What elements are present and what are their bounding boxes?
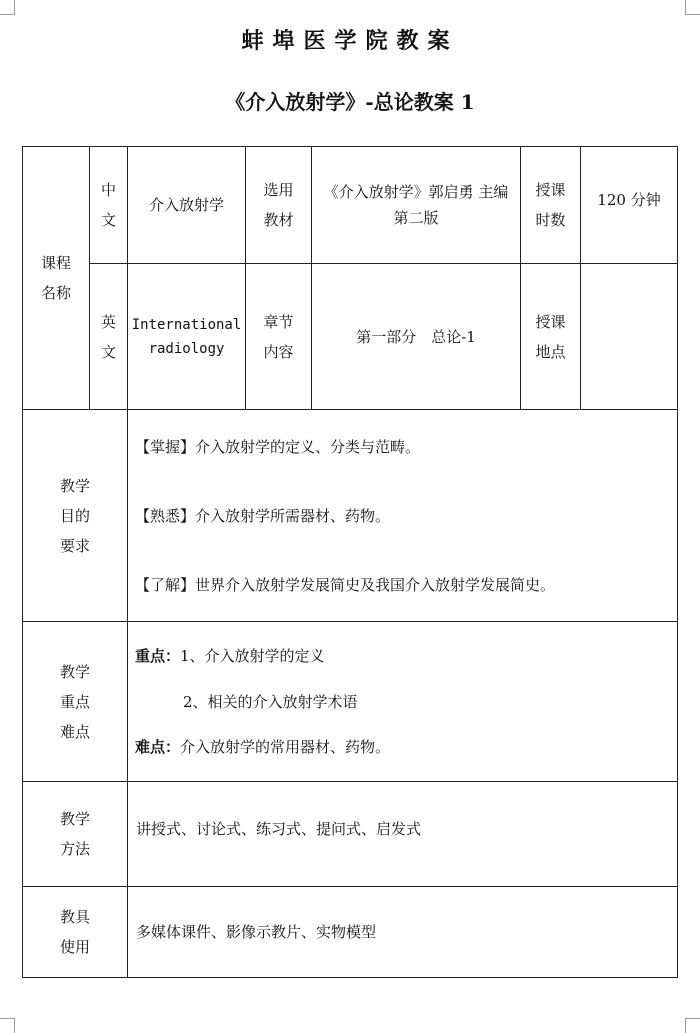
tools-label: 教具使用 <box>59 908 90 956</box>
objective-understand: 【了解】世界介入放射学发展简史及我国介入放射学发展简史。 <box>135 576 556 594</box>
textbook-label: 选用教材 <box>263 181 294 229</box>
objectives-label: 教学目的要求 <box>59 476 90 555</box>
textbook-label-cell <box>245 147 311 263</box>
english-label: 英文 <box>100 312 116 361</box>
hours-value-cell <box>580 147 677 263</box>
difficulty-tag: 难点： <box>135 738 181 756</box>
teaching-hours-value: 120 分钟 <box>597 191 661 209</box>
chinese-label: 中文 <box>100 181 116 229</box>
methods-value: 讲授式、讨论式、练习式、提问式、启发式 <box>136 820 422 838</box>
key-points-label: 教学重点难点 <box>59 662 90 741</box>
page-corner-mark <box>685 1018 700 1033</box>
focus-item-1: 1、介入放射学的定义 <box>180 647 325 665</box>
chinese-label-cell <box>89 147 127 263</box>
chinese-course-name: 介入放射学 <box>148 196 224 214</box>
page-corner-mark <box>685 0 700 15</box>
chapter-label: 章节内容 <box>263 312 294 361</box>
focus-tag: 重点： <box>135 647 181 665</box>
course-name-label-cell <box>23 147 89 409</box>
tools-content-cell <box>127 886 677 977</box>
course-name-label: 课程名称 <box>40 254 71 302</box>
chapter-value: 第一部分 总论-1 <box>356 327 476 346</box>
teaching-hours-label: 授课时数 <box>535 181 566 229</box>
page-corner-mark <box>0 0 15 15</box>
chapter-value-cell <box>311 263 520 409</box>
chapter-label-cell <box>245 263 311 409</box>
english-course-name: International radiology <box>131 316 242 357</box>
difficulty-line <box>135 736 390 758</box>
objective-master: 【掌握】介入放射学的定义、分类与范畴。 <box>135 438 421 456</box>
english-label-cell <box>89 263 127 409</box>
difficulty-text: 介入放射学的常用器材、药物。 <box>180 738 391 756</box>
methods-label: 教学方法 <box>59 810 90 858</box>
chinese-name-cell <box>127 147 245 263</box>
place-value-cell <box>580 263 677 409</box>
textbook-value: 《介入放射学》郭启勇 主编第二版 <box>323 183 509 227</box>
teaching-place-label: 授课地点 <box>535 312 566 361</box>
textbook-value-cell <box>311 147 520 263</box>
document-subtitle: 《介入放射学》-总论教案 1 <box>225 90 475 114</box>
methods-label-cell <box>23 781 127 886</box>
page-corner-mark <box>0 1018 15 1033</box>
tools-label-cell <box>23 886 127 977</box>
tools-value: 多媒体课件、影像示教片、实物模型 <box>136 923 377 941</box>
place-label-cell <box>520 263 580 409</box>
key-points-label-cell <box>23 621 127 781</box>
objectives-label-cell <box>23 409 127 621</box>
objective-familiar: 【熟悉】介入放射学所需器材、药物。 <box>135 507 391 525</box>
methods-content-cell <box>127 781 677 886</box>
focus-line-1 <box>135 645 325 667</box>
hours-label-cell <box>520 147 580 263</box>
focus-item-2: 2、相关的介入放射学术语 <box>183 693 358 711</box>
english-name-cell <box>127 263 245 409</box>
document-title: 蚌埠医学院教案 <box>241 28 459 54</box>
lesson-plan-table <box>22 146 678 978</box>
